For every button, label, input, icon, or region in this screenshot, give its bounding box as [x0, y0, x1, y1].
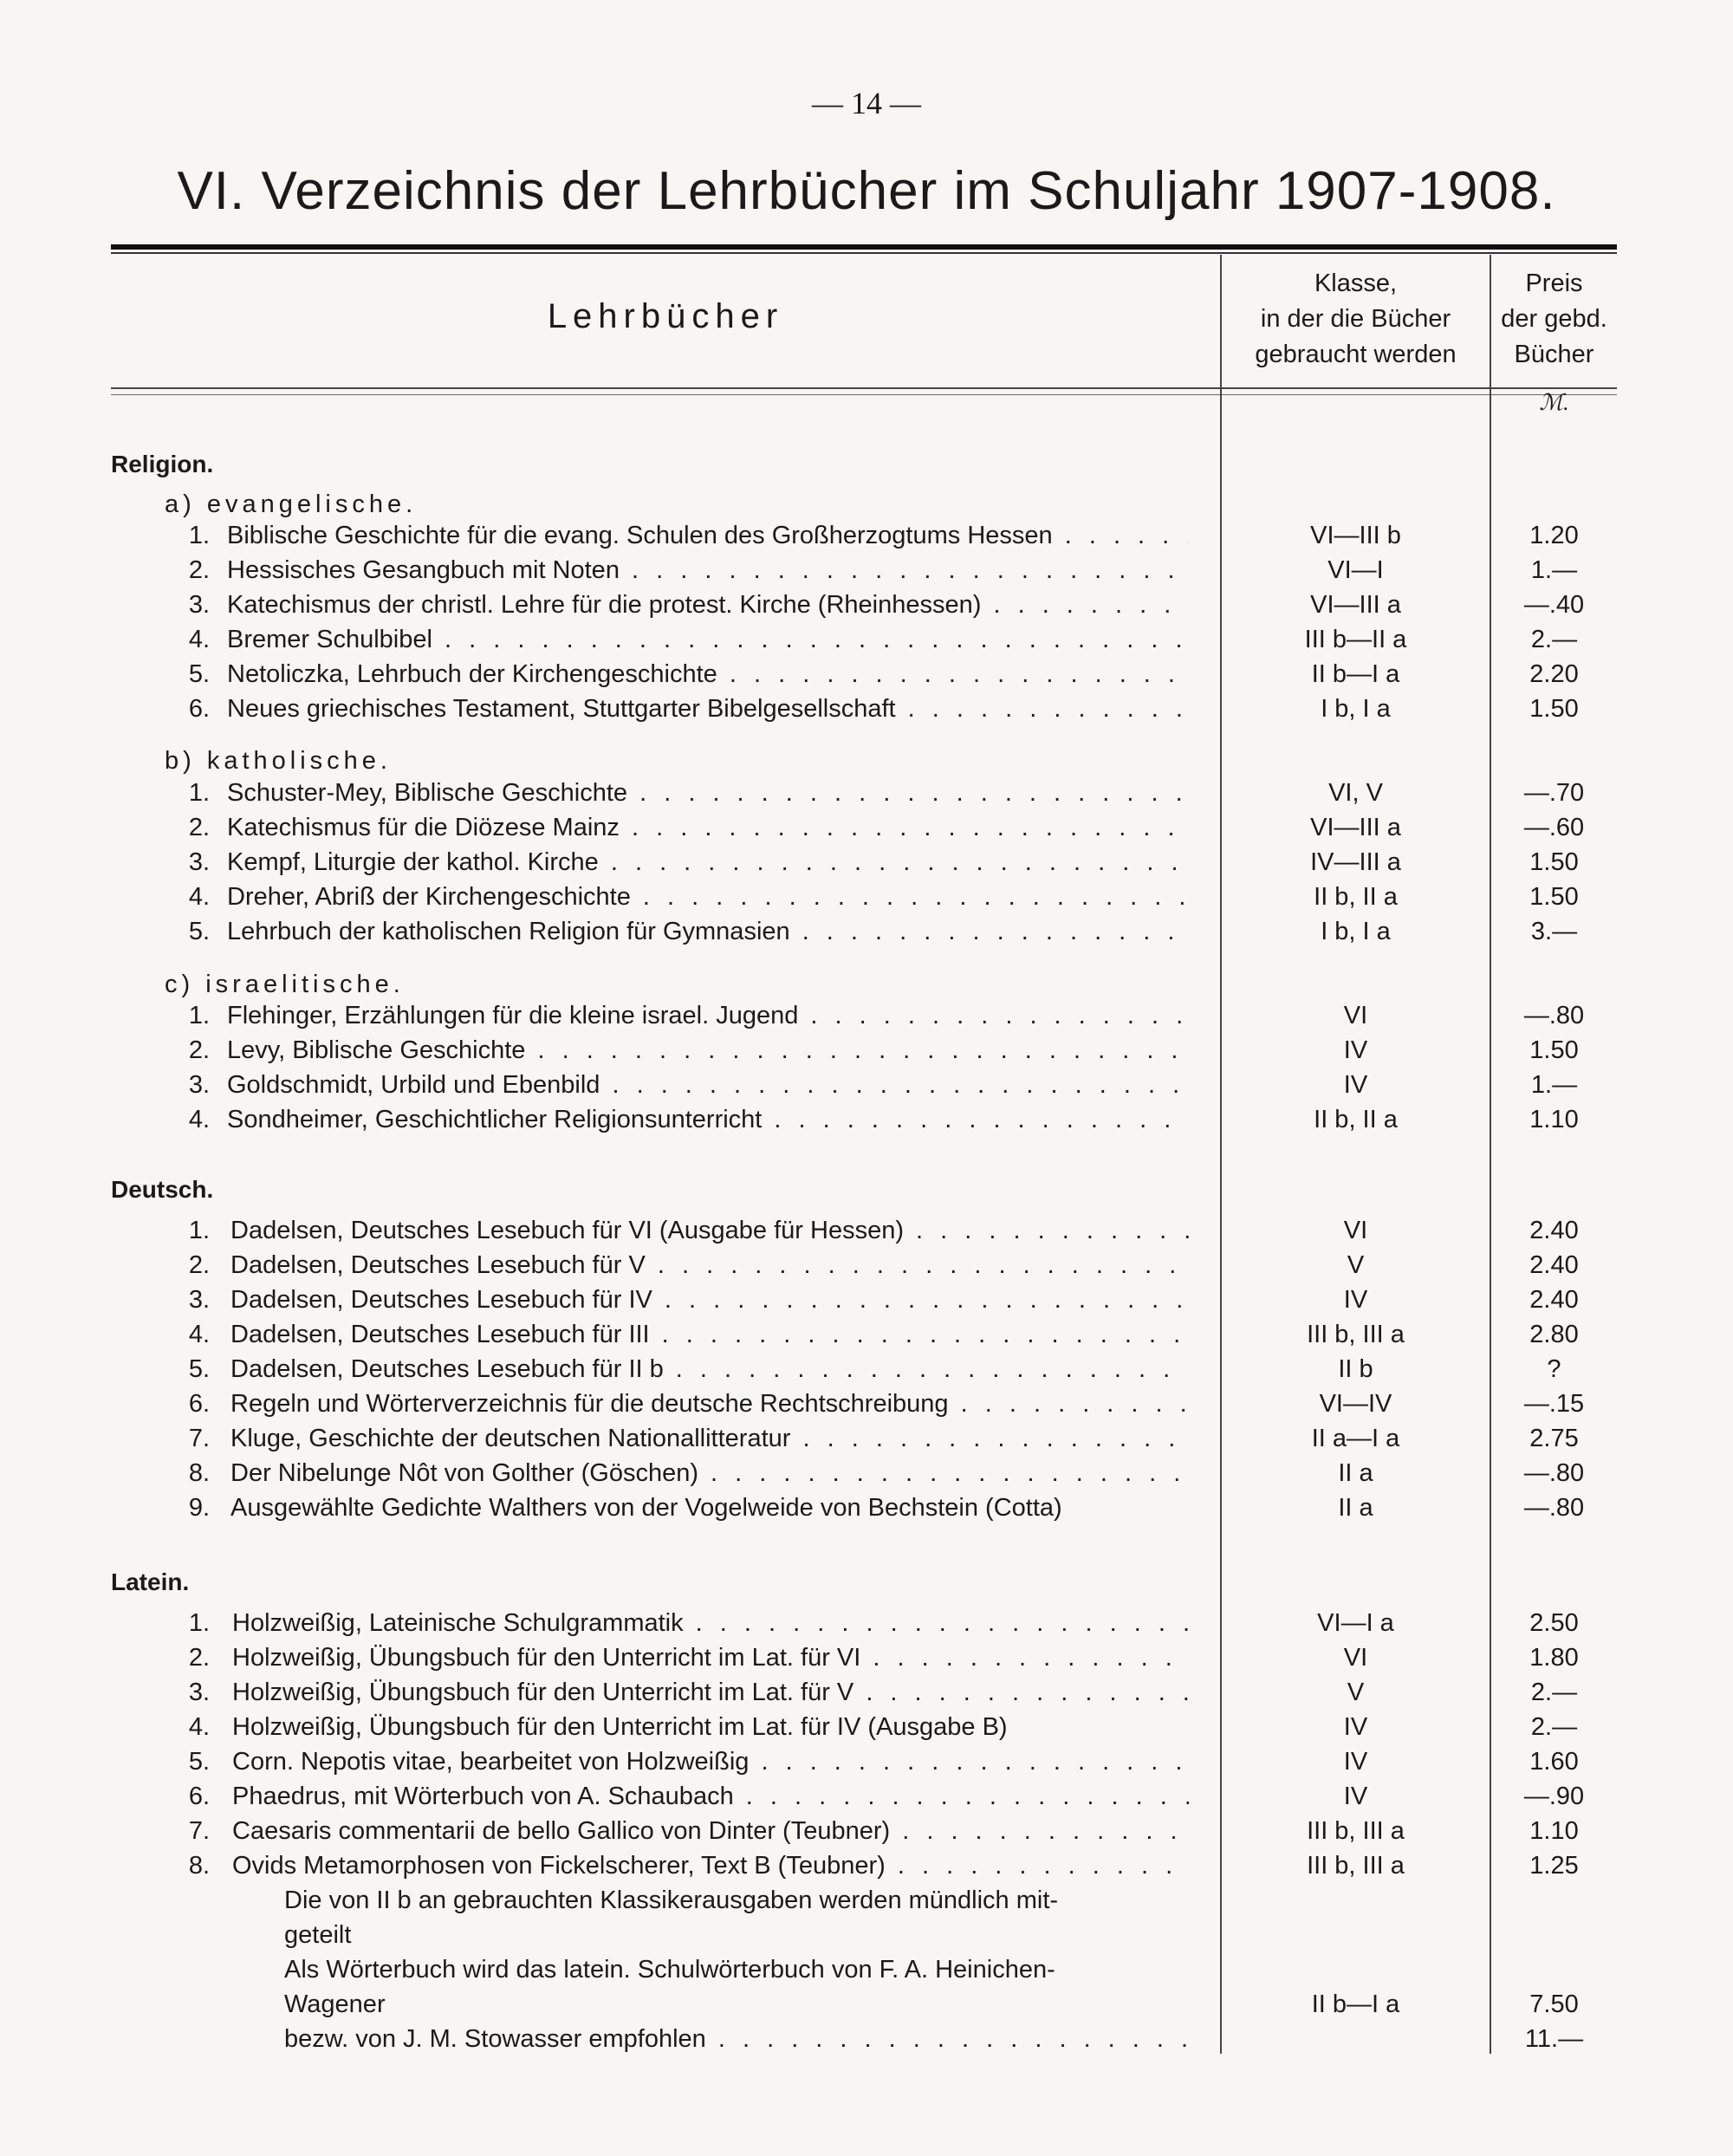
table-row — [0, 1490, 1733, 1525]
row-number: 7. — [188, 1817, 210, 1845]
table-row — [0, 845, 1733, 880]
klasse-value: I b, I a — [1321, 918, 1391, 945]
klasse-value: I b, I a — [1321, 695, 1391, 723]
note-line: geteilt — [284, 1921, 352, 1949]
klasse-value: III b, III a — [1307, 1852, 1405, 1880]
table-row — [0, 2022, 1733, 2056]
page-title: VI. Verzeichnis der Lehrbücher im Schuljahr 1907-1908. — [177, 161, 1556, 221]
table-row — [0, 692, 1733, 726]
book-title: Dadelsen, Deutsches Lesebuch für II b . . . — [230, 1352, 1189, 1386]
row-number: 4. — [188, 1321, 210, 1348]
price-value: 1.— — [1530, 556, 1578, 584]
table-row — [0, 1421, 1733, 1456]
book-title: Kempf, Liturgie der kathol. Kirche . . . — [227, 845, 1189, 880]
klasse-value: II a—I a — [1311, 1425, 1400, 1452]
table-row — [0, 998, 1733, 1033]
klasse-value: VI — [1343, 1217, 1368, 1244]
price-value: 2.50 — [1529, 1609, 1579, 1637]
book-title: Corn. Nepotis vitae, bearbeitet von Holzweißig . . . — [232, 1744, 1189, 1779]
price-value: 1.10 — [1529, 1106, 1579, 1133]
price-value: 1.20 — [1529, 522, 1579, 549]
book-title: Katechismus der christl. Lehre für die protest. Kirche (Rheinhessen) . . . — [227, 588, 1189, 622]
title-rule-thin — [111, 252, 1617, 254]
klasse-value: VI—I — [1327, 556, 1384, 584]
header-klasse-line: gebraucht werden — [1255, 341, 1457, 368]
klasse-value: VI — [1343, 1644, 1368, 1672]
klasse-value: VI, V — [1328, 779, 1383, 807]
klasse-value: IV — [1343, 1071, 1368, 1099]
table-row — [0, 1848, 1733, 1883]
klasse-value: VI—III a — [1310, 814, 1401, 841]
price-value: 2.— — [1530, 1713, 1578, 1741]
price-value: —.15 — [1523, 1390, 1585, 1418]
table-row — [0, 810, 1733, 845]
row-number: 4. — [188, 883, 210, 911]
book-title: Dadelsen, Deutsches Lesebuch für III . . . — [230, 1317, 1189, 1352]
table-row — [0, 914, 1733, 949]
klasse-value: III b—II a — [1304, 626, 1407, 653]
price-value: 2.80 — [1529, 1321, 1579, 1348]
book-title: Caesaris commentarii de bello Gallico von Dinter (Teubner) . . . — [232, 1814, 1189, 1848]
row-number: 6. — [188, 1783, 210, 1810]
row-number: 7. — [188, 1425, 210, 1452]
price-value: 1.50 — [1529, 1036, 1579, 1064]
book-title: Bremer Schulbibel . . . — [227, 622, 1189, 657]
row-number: 3. — [188, 1071, 210, 1099]
klasse-value: IV — [1343, 1783, 1368, 1810]
row-number: 4. — [188, 626, 210, 653]
table-row — [0, 1779, 1733, 1814]
row-number: 2. — [188, 814, 210, 841]
klasse-value: V — [1347, 1679, 1365, 1706]
book-title: Netoliczka, Lehrbuch der Kirchengeschichte . . . — [227, 657, 1189, 692]
row-number: 8. — [188, 1459, 210, 1487]
table-row — [0, 776, 1733, 810]
header-divider-thin — [111, 394, 1617, 395]
book-title: Dreher, Abriß der Kirchengeschichte . . . — [227, 880, 1189, 914]
header-preis-line: der gebd. — [1501, 305, 1607, 333]
row-number: 2. — [188, 556, 210, 584]
klasse-value: II a — [1338, 1459, 1373, 1487]
price-value: —.40 — [1523, 591, 1585, 619]
header-klasse-line: in der die Bücher — [1260, 305, 1451, 333]
book-title: Regeln und Wörterverzeichnis für die deutsche Rechtschreibung . . . — [230, 1386, 1189, 1421]
table-row — [0, 1102, 1733, 1137]
price-value: —.90 — [1523, 1783, 1585, 1810]
row-number: 5. — [188, 1748, 210, 1776]
klasse-value: III b, III a — [1307, 1817, 1405, 1845]
price-value: 2.40 — [1529, 1286, 1579, 1314]
price-value: 2.40 — [1529, 1217, 1579, 1244]
header-preis-line: Preis — [1525, 270, 1583, 297]
page-number: — 14 — — [812, 86, 921, 120]
note-line: Wagener — [284, 1990, 386, 2018]
price-value: —.80 — [1523, 1494, 1585, 1522]
klasse-value: II b, II a — [1314, 883, 1398, 911]
price-value: 7.50 — [1529, 1990, 1579, 2018]
price-value: 1.50 — [1529, 883, 1579, 911]
table-row — [0, 1744, 1733, 1779]
book-title: Lehrbuch der katholischen Religion für Gymnasien . . . — [227, 914, 1189, 949]
row-number: 5. — [188, 918, 210, 945]
book-title: Holzweißig, Übungsbuch für den Unterricht im Lat. für VI . . . — [232, 1640, 1189, 1675]
row-number: 3. — [188, 591, 210, 619]
klasse-value: VI—I a — [1317, 1609, 1394, 1637]
klasse-value: III b, III a — [1307, 1321, 1405, 1348]
book-title: Flehinger, Erzählungen für die kleine israel. Jugend . . . — [227, 998, 1189, 1033]
klasse-value: IV — [1343, 1286, 1368, 1314]
price-value: —.80 — [1523, 1002, 1585, 1029]
klasse-value: IV — [1343, 1713, 1368, 1741]
book-title: Kluge, Geschichte der deutschen Nationallitteratur . . . — [230, 1421, 1189, 1456]
price-value: 2.20 — [1529, 660, 1579, 688]
price-value: 1.80 — [1529, 1644, 1579, 1672]
row-number: 8. — [188, 1852, 210, 1880]
row-number: 1. — [188, 1002, 210, 1029]
book-title: Biblische Geschichte für die evang. Schulen des Großherzogtums Hessen . . . — [227, 518, 1189, 553]
header-klasse-line: Klasse, — [1314, 270, 1398, 297]
price-value: 1.25 — [1529, 1852, 1579, 1880]
book-title: Schuster-Mey, Biblische Geschichte . . . — [227, 776, 1189, 810]
header-divider — [111, 387, 1617, 389]
row-number: 1. — [188, 522, 210, 549]
row-number: 3. — [188, 848, 210, 876]
subsection-israelitisch: c) israelitische. — [165, 971, 405, 998]
section-heading-deutsch: Deutsch. — [111, 1176, 214, 1203]
price-value: 2.40 — [1529, 1251, 1579, 1279]
table-row — [0, 1068, 1733, 1102]
klasse-value: II b—I a — [1311, 660, 1400, 688]
table-row — [0, 657, 1733, 692]
row-number: 6. — [188, 1390, 210, 1418]
note-line: Als Wörterbuch wird das latein. Schulwörterbuch von F. A. Heinichen- — [284, 1956, 1055, 1984]
subsection-evangelisch: a) evangelische. — [165, 490, 418, 518]
klasse-value: IV — [1343, 1748, 1368, 1776]
book-title: Ausgewählte Gedichte Walthers von der Vogelweide von Bechstein (Cotta) — [230, 1494, 1062, 1522]
row-number: 5. — [188, 660, 210, 688]
table-row — [0, 518, 1733, 553]
table-row — [0, 1213, 1733, 1248]
table-row — [0, 1710, 1733, 1744]
price-value: 1.60 — [1529, 1748, 1579, 1776]
klasse-value: V — [1347, 1251, 1365, 1279]
row-number: 3. — [188, 1286, 210, 1314]
price-value: —.60 — [1523, 814, 1585, 841]
book-title: Hessisches Gesangbuch mit Noten . . . — [227, 553, 1189, 588]
table-row — [0, 1352, 1733, 1386]
row-number: 2. — [188, 1036, 210, 1064]
row-number: 4. — [188, 1713, 210, 1741]
book-title: Katechismus für die Diözese Mainz . . . — [227, 810, 1189, 845]
price-value: 3.— — [1530, 918, 1578, 945]
row-number: 6. — [188, 695, 210, 723]
table-row — [0, 1606, 1733, 1640]
klasse-value: VI—III a — [1310, 591, 1401, 619]
table-row — [0, 1283, 1733, 1317]
table-row — [0, 880, 1733, 914]
book-title: Holzweißig, Übungsbuch für den Unterricht im Lat. für IV (Ausgabe B) — [232, 1713, 1008, 1741]
book-title: Holzweißig, Lateinische Schulgrammatik . . . — [232, 1606, 1189, 1640]
book-title: Ovids Metamorphosen von Fickelscherer, Text B (Teubner) . . . — [232, 1848, 1189, 1883]
klasse-value: IV — [1343, 1036, 1368, 1064]
table-row — [0, 588, 1733, 622]
book-title: Phaedrus, mit Wörterbuch von A. Schaubach . . . — [232, 1779, 1189, 1814]
book-title: Dadelsen, Deutsches Lesebuch für VI (Ausgabe für Hessen) . . . — [230, 1213, 1189, 1248]
klasse-value: II b—I a — [1311, 1990, 1400, 2018]
klasse-value: II b, II a — [1314, 1106, 1398, 1133]
klasse-value: VI — [1343, 1002, 1368, 1029]
price-value: —.70 — [1523, 779, 1585, 807]
section-heading-religion: Religion. — [111, 451, 214, 477]
klasse-value: II a — [1338, 1494, 1373, 1522]
klasse-value: VI—III b — [1310, 522, 1401, 549]
book-title: Dadelsen, Deutsches Lesebuch für V . . . — [230, 1248, 1189, 1283]
price-value: ? — [1547, 1355, 1561, 1383]
row-number: 1. — [188, 779, 210, 807]
price-value: 1.— — [1530, 1071, 1578, 1099]
price-value: 2.— — [1530, 626, 1578, 653]
note-line: bezw. von J. M. Stowasser empfohlen . . . — [284, 2022, 1189, 2056]
currency-mark: ℳ. — [1539, 390, 1569, 415]
table-row — [0, 1456, 1733, 1490]
price-value: 1.10 — [1529, 1817, 1579, 1845]
book-title: Neues griechisches Testament, Stuttgarter Bibelgesellschaft . . . — [227, 692, 1189, 726]
klasse-value: II b — [1338, 1355, 1373, 1383]
table-row — [0, 553, 1733, 588]
price-value: —.80 — [1523, 1459, 1585, 1487]
table-row — [0, 1640, 1733, 1675]
row-number: 2. — [188, 1251, 210, 1279]
note-line: Die von II b an gebrauchten Klassikerausgaben werden mündlich mit- — [284, 1886, 1059, 1914]
table-row — [0, 1033, 1733, 1068]
row-number: 2. — [188, 1644, 210, 1672]
table-row — [0, 1317, 1733, 1352]
header-preis — [1491, 266, 1617, 373]
book-title: Goldschmidt, Urbild und Ebenbild . . . — [227, 1068, 1189, 1102]
book-title: Der Nibelunge Nôt von Golther (Göschen) . . . — [230, 1456, 1189, 1490]
row-number: 1. — [188, 1217, 210, 1244]
klasse-value: IV—III a — [1310, 848, 1401, 876]
row-number: 1. — [188, 1609, 210, 1637]
price-value: 11.— — [1524, 2025, 1584, 2053]
price-value: 2.— — [1530, 1679, 1578, 1706]
book-title: Holzweißig, Übungsbuch für den Unterricht im Lat. für V . . . — [232, 1675, 1189, 1710]
header-klasse — [1222, 266, 1490, 373]
row-number: 9. — [188, 1494, 210, 1522]
price-value: 2.75 — [1529, 1425, 1579, 1452]
row-number: 5. — [188, 1355, 210, 1383]
table-row — [0, 1987, 1733, 2022]
table-row — [0, 1386, 1733, 1421]
row-number: 4. — [188, 1106, 210, 1133]
table-row — [0, 622, 1733, 657]
table-row — [0, 1675, 1733, 1710]
table-row — [0, 1248, 1733, 1283]
book-title: Levy, Biblische Geschichte . . . — [227, 1033, 1189, 1068]
price-value: 1.50 — [1529, 695, 1579, 723]
klasse-value: VI—IV — [1319, 1390, 1392, 1418]
price-value: 1.50 — [1529, 848, 1579, 876]
row-number: 3. — [188, 1679, 210, 1706]
header-lehrbuecher: Lehrbücher — [547, 297, 784, 335]
book-title: Sondheimer, Geschichtlicher Religionsunterricht . . . — [227, 1102, 1189, 1137]
table-row — [0, 1814, 1733, 1848]
subsection-katholisch: b) katholische. — [165, 747, 392, 775]
header-preis-line: Bücher — [1514, 341, 1594, 368]
book-title: Dadelsen, Deutsches Lesebuch für IV . . . — [230, 1283, 1189, 1317]
title-rule — [111, 244, 1617, 250]
section-heading-latein: Latein. — [111, 1568, 190, 1595]
